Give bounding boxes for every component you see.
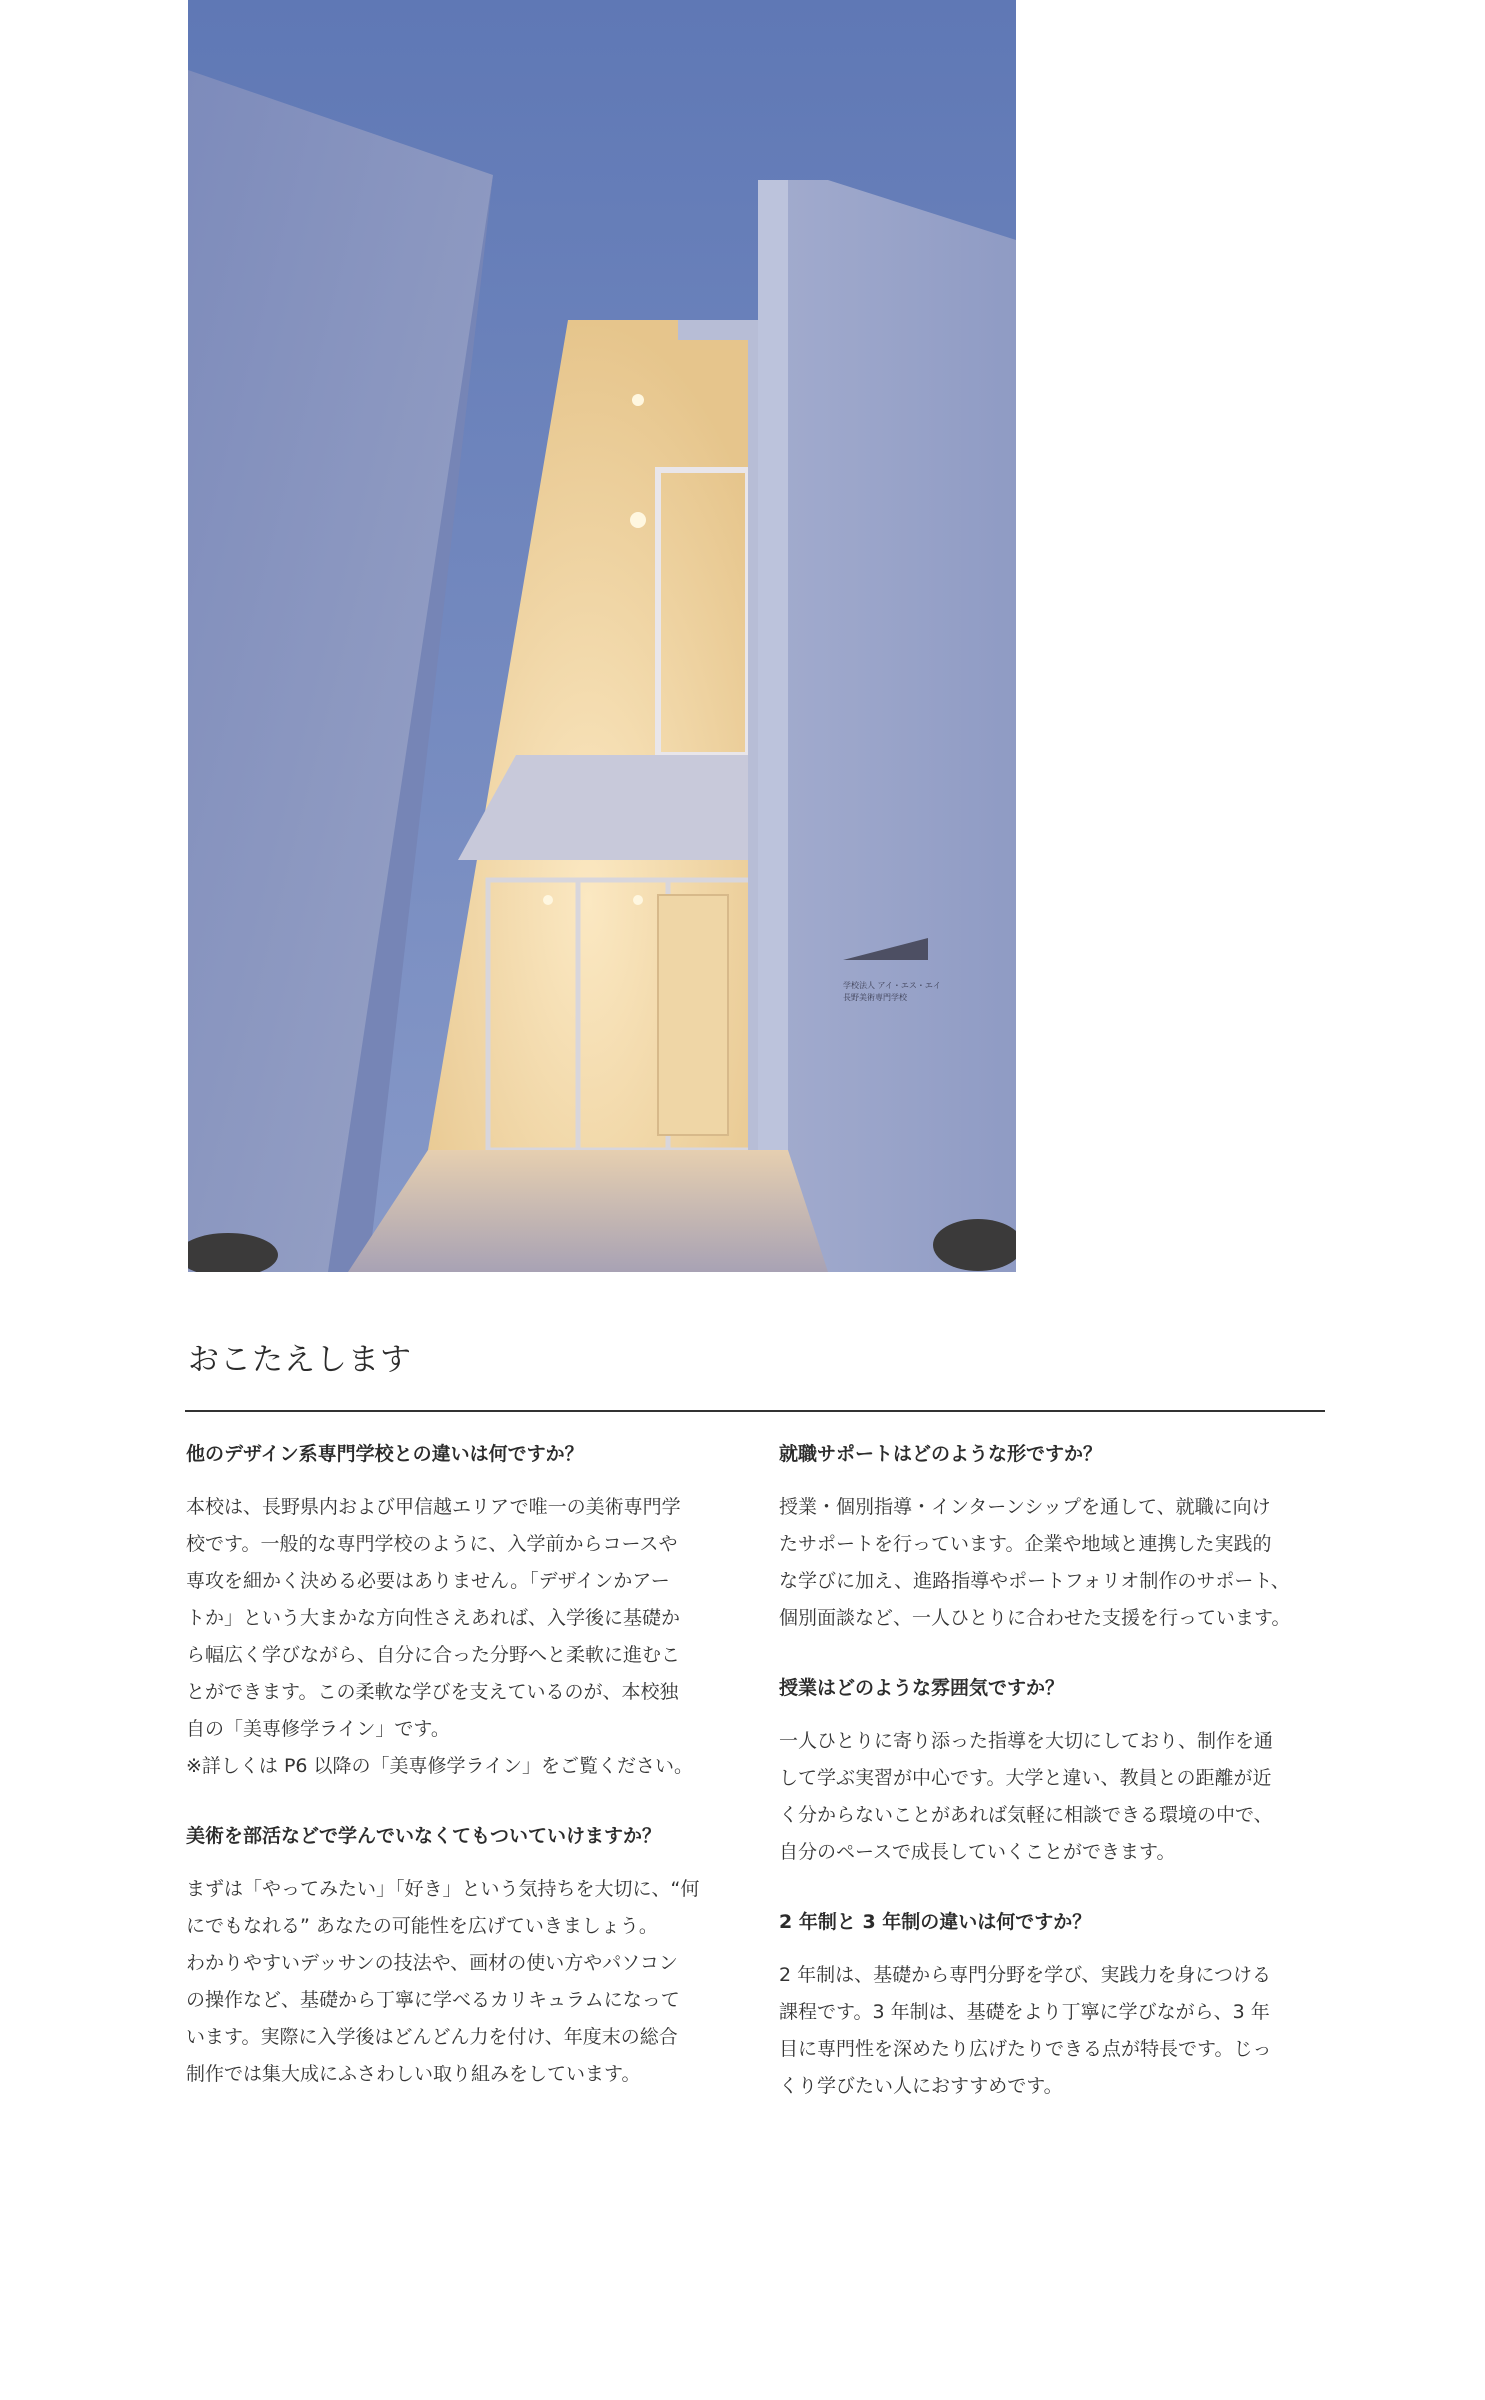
- faq-question: 就職サポートはどのような形ですか？: [779, 1443, 1103, 1465]
- faq-column-left: [186, 1440, 741, 2130]
- faq-item: [186, 1822, 741, 2093]
- faq-item: [186, 1440, 741, 1785]
- faq-answer: 一人ひとりに寄り添った指導を大切にしており、制作を通 して学ぶ実習が中心です。大学と違い、教員との距離が近 く分からないことがあれば気軽に相談できる環境の中で、 自分のペースで成長していくことができます。: [779, 1730, 1274, 1863]
- faq-item: [779, 1908, 1334, 2105]
- faq-question: 他のデザイン系専門学校との違いは何ですか？: [186, 1443, 584, 1465]
- faq-answer: まずは「やってみたい」「好き」という気持ちを大切に、“何 にでもなれる” あなたの可能性を広げていきましょう。 わかりやすいデッサンの技法や、画材の使い方やパソコン の操作など、基礎から丁寧に学べるカリキュラムになって います。実際に入学後はどんどん力を付け、年度末の総合 制作では集大成にふさわしい取り組みをしています。: [186, 1878, 700, 2085]
- faq-question: 美術を部活などで学んでいなくてもついていけますか？: [186, 1825, 662, 1847]
- faq-question: 授業はどのような雰囲気ですか？: [779, 1677, 1065, 1699]
- building-signage: [843, 980, 941, 1004]
- faq-question: 2 年制と 3 年制の違いは何ですか？: [779, 1911, 1092, 1933]
- section-heading: おこたえします: [188, 1342, 412, 1378]
- heading-divider: [185, 1410, 1325, 1412]
- building-entrance-photo: [188, 0, 1016, 1272]
- faq-column-right: [779, 1440, 1334, 2142]
- faq-answer: 本校は、長野県内および甲信越エリアで唯一の美術専門学 校です。一般的な専門学校のように、入学前からコースや 専攻を細かく決める必要はありません。「デザインかアー トか」という大まかな方向性さえあれば、入学後に基礎か ら幅広く学びながら、自分に合った分野へと柔軟に進むこ とができます。この柔軟な学びを支えているのが、本校独 自の「美専修学ライン」です。 ※詳しくは P6 以降の「美専修学ライン」をご覧ください。: [186, 1496, 693, 1777]
- faq-item: [779, 1674, 1334, 1871]
- signage-line-2: 長野美術専門学校: [843, 993, 907, 1002]
- faq-item: [779, 1440, 1334, 1637]
- faq-answer: 授業・個別指導・インターンシップを通して、就職に向け たサポートを行っています。企業や地域と連携した実践的 な学びに加え、進路指導やポートフォリオ制作のサポート、 個別面談など、一人ひとりに合わせた支援を行っています。: [779, 1496, 1291, 1629]
- faq-answer: 2 年制は、基礎から専門分野を学び、実践力を身につける 課程です。3 年制は、基礎をより丁寧に学びながら、3 年 目に専門性を深めたり広げたりできる点が特長です。じっ くり学びたい人におすすめです。: [779, 1964, 1272, 2097]
- signage-line-1: 学校法人 アイ・エス・エイ: [843, 981, 941, 990]
